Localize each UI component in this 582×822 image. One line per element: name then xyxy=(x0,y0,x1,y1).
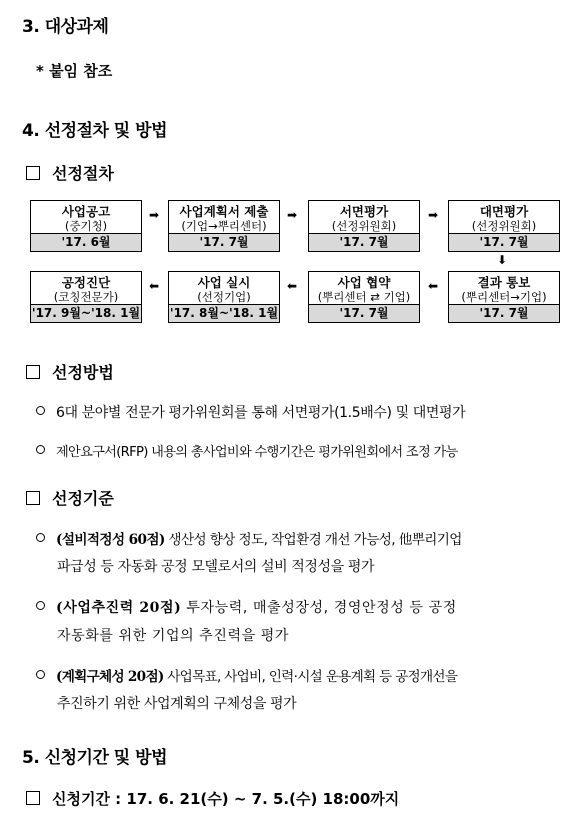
selection-criteria-label: 선정기준 xyxy=(52,489,114,508)
flow-step-sub: (선정위원회) xyxy=(471,219,537,233)
flow-step-title: 사업공고 xyxy=(61,204,111,219)
flow-step-date: '17. 7월 xyxy=(169,233,279,251)
checkbox-square-icon xyxy=(26,166,40,180)
flow-step-plan-submission xyxy=(168,200,280,252)
flow-step-sub: (선정위원회) xyxy=(331,219,397,233)
flow-step-title: 사업계획서 제출 xyxy=(179,204,269,219)
flow-step-title: 사업 실시 xyxy=(197,275,251,290)
flow-step-date: '17. 7월 xyxy=(449,233,559,251)
flow-step-interview xyxy=(448,200,560,252)
left-arrow-icon: ⬅ xyxy=(149,279,160,293)
flow-step-announcement xyxy=(30,200,142,252)
criteria-label: (설비적정성 60점) xyxy=(56,532,165,548)
checkbox-square-icon xyxy=(26,791,40,805)
section-3-heading: 3. 대상과제 xyxy=(22,17,109,37)
criteria-item-facility xyxy=(36,528,462,548)
criteria-text-continued: 추진하기 위한 사업계획의 구체성을 평가 xyxy=(57,696,297,712)
flow-step-title: 대면평가 xyxy=(479,204,529,219)
criteria-label: (사업추진력 20점) xyxy=(56,600,182,616)
down-arrow-icon: ⬇ xyxy=(497,253,508,267)
checkbox-square-icon xyxy=(26,491,40,505)
flow-step-document-review xyxy=(308,200,420,252)
selection-procedure-label: 선정절차 xyxy=(52,164,114,183)
method-text: 제안요구서(RFP) 내용의 총사업비와 수행기간은 평가위원회에서 조정 가능 xyxy=(56,445,458,460)
selection-procedure-title xyxy=(26,161,114,184)
flow-step-title: 사업 협약 xyxy=(337,275,391,290)
circle-bullet-icon xyxy=(36,601,45,610)
circle-bullet-icon xyxy=(36,533,45,542)
flow-step-title: 서면평가 xyxy=(339,204,389,219)
flow-step-sub: (뿌리센터 ⇄ 기업) xyxy=(317,290,411,304)
left-arrow-icon: ⬅ xyxy=(287,279,298,293)
flow-step-date: '17. 9월~'18. 1월 xyxy=(31,306,141,320)
section-4-heading: 4. 선정절차 및 방법 xyxy=(22,121,167,141)
flow-step-sub: (뿌리센터→기업) xyxy=(461,290,547,304)
criteria-item-plan xyxy=(36,665,457,685)
criteria-text-continued: 파급성 등 자동화 공정 모델로서의 설비 적정성을 평가 xyxy=(57,559,375,575)
method-item xyxy=(36,402,465,422)
right-arrow-icon: ➡ xyxy=(149,208,160,222)
right-arrow-icon: ➡ xyxy=(287,208,298,222)
method-item xyxy=(36,441,458,460)
flow-step-sub: (중기청) xyxy=(64,219,108,233)
criteria-item-drive xyxy=(36,597,457,617)
criteria-label: (계획구체성 20점) xyxy=(56,669,164,685)
flow-step-project-execution xyxy=(168,271,280,323)
flow-step-sub: (기업→뿌리센터) xyxy=(181,219,267,233)
flow-step-title: 공정진단 xyxy=(61,275,111,290)
circle-bullet-icon xyxy=(36,406,45,415)
flow-step-date: '17. 6월 xyxy=(31,233,141,251)
application-period-text: 신청기간 : 17. 6. 21(수) ~ 7. 5.(수) 18:00까지 xyxy=(52,790,400,808)
circle-bullet-icon xyxy=(36,670,45,679)
flow-step-date: '17. 7월 xyxy=(309,233,419,251)
flow-step-agreement xyxy=(308,271,420,323)
criteria-text: 사업목표, 사업비, 인력·시설 운용계획 등 공정개선을 xyxy=(163,669,458,685)
criteria-text-continued: 자동화를 위한 기업의 추진력을 평가 xyxy=(57,628,290,644)
flow-step-process-diagnosis xyxy=(30,271,142,323)
selection-method-label: 선정방법 xyxy=(52,363,114,382)
selection-criteria-title xyxy=(26,486,114,509)
flow-step-date: '17. 7월 xyxy=(309,304,419,322)
checkbox-square-icon xyxy=(26,365,40,379)
selection-method-title xyxy=(26,360,114,383)
criteria-text: 투자능력, 매출성장성, 경영안정성 등 공정 xyxy=(181,600,457,616)
flow-step-sub: (선정기업) xyxy=(197,290,251,304)
flow-step-date: '17. 7월 xyxy=(449,304,559,322)
method-text: 6대 분야별 전문가 평가위원회를 통해 서면평가(1.5배수) 및 대면평가 xyxy=(56,405,466,421)
left-arrow-icon: ⬅ xyxy=(428,279,439,293)
flow-step-result-notice xyxy=(448,271,560,323)
application-period xyxy=(26,788,399,809)
attachment-note: * 붙임 참조 xyxy=(36,62,113,80)
circle-bullet-icon xyxy=(36,445,45,454)
flow-step-sub: (코칭전문가) xyxy=(53,290,119,304)
criteria-text: 생산성 향상 정도, 작업환경 개선 가능성, 他뿌리기업 xyxy=(164,532,462,548)
flow-step-date: '17. 8월~'18. 1월 xyxy=(169,306,279,320)
section-5-heading: 5. 신청기간 및 방법 xyxy=(22,748,167,768)
right-arrow-icon: ➡ xyxy=(428,208,439,222)
flow-step-title: 결과 통보 xyxy=(477,275,531,290)
